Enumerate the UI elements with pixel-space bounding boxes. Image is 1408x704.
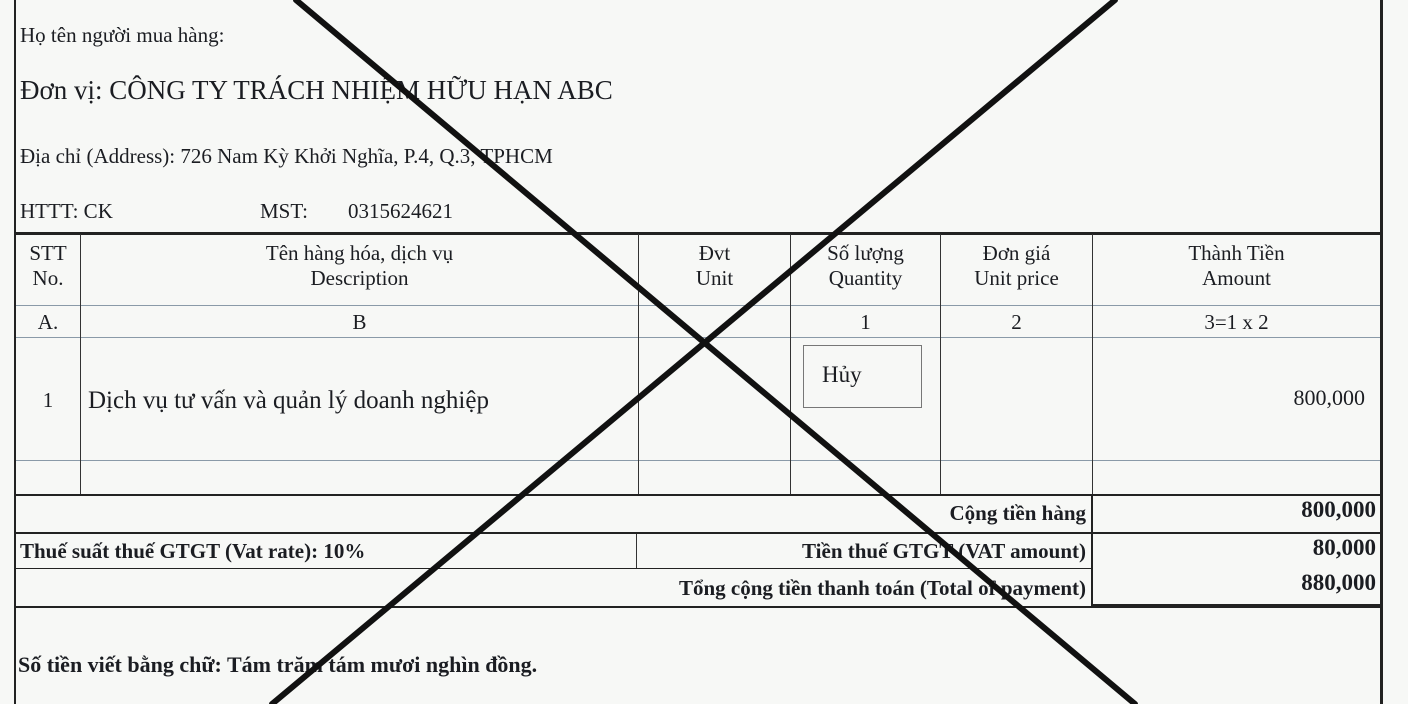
- buyer-name-label: Họ tên người mua hàng:: [20, 23, 225, 47]
- vat-amount-label: Tiền thuế GTGT (VAT amount): [802, 539, 1086, 563]
- code-amount: 3=1 x 2: [1204, 310, 1269, 334]
- tax-code-label: MST:: [260, 199, 308, 223]
- code-stt: A.: [37, 310, 59, 334]
- header-stt: STT No.: [29, 241, 67, 290]
- row-amount: 800,000: [1293, 385, 1365, 410]
- header-unit: Đvt Unit: [695, 241, 734, 290]
- payment-method: HTTT: CK: [20, 199, 113, 223]
- header-quantity: Số lượng Quantity: [827, 241, 904, 290]
- amount-in-words: Số tiền viết bằng chữ: Tám trăm tám mươi nghìn đồng.: [18, 652, 538, 677]
- header-unit-price: Đơn giá Unit price: [974, 241, 1059, 290]
- code-quantity: 1: [860, 310, 871, 334]
- header-description: Tên hàng hóa, dịch vụ Description: [265, 241, 454, 290]
- buyer-unit: Đơn vị: CÔNG TY TRÁCH NHIỆM HỮU HẠN ABC: [20, 75, 613, 105]
- total-value: 880,000: [1301, 570, 1376, 595]
- cancel-stamp-text: Hủy: [822, 362, 862, 387]
- row-stt: 1: [42, 388, 54, 412]
- subtotal-label: Cộng tiền hàng: [949, 501, 1086, 525]
- vat-rate-label: Thuế suất thuế GTGT (Vat rate): 10%: [20, 539, 366, 563]
- code-description: B: [352, 310, 367, 334]
- subtotal-value: 800,000: [1301, 497, 1376, 522]
- row-description: Dịch vụ tư vấn và quản lý doanh nghiệp: [88, 387, 489, 414]
- buyer-address: Địa chỉ (Address): 726 Nam Kỳ Khởi Nghĩa, P.4, Q.3, TPHCM: [20, 144, 553, 168]
- tax-code-value: 0315624621: [348, 199, 453, 223]
- header-amount: Thành Tiền Amount: [1188, 241, 1285, 290]
- vat-amount-value: 80,000: [1312, 535, 1376, 560]
- code-unit-price: 2: [1011, 310, 1022, 334]
- total-label: Tổng cộng tiền thanh toán (Total of payment): [678, 576, 1086, 600]
